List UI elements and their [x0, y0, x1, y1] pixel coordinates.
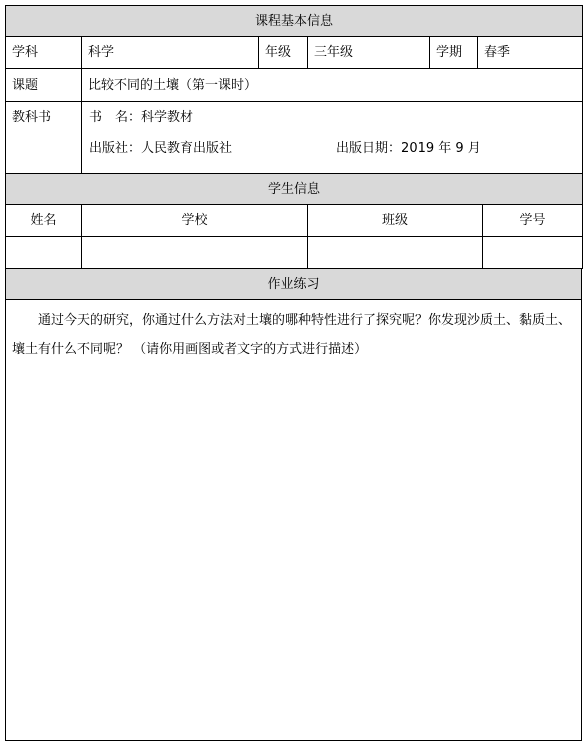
book-name-line	[82, 102, 582, 133]
topic-value: 比较不同的土壤（第一课时）	[82, 69, 583, 102]
homework-table	[5, 268, 582, 741]
col-header-class: 班级	[308, 205, 483, 237]
publisher-value: 人民教育出版社	[141, 141, 233, 156]
homework-question: 通过今天的研究，你通过什么方法对土壤的哪种特性进行了探究呢？你发现沙质土、黏质土、壤土有什么不同呢？ （请你用画图或者文字的方式进行描述）	[12, 313, 572, 357]
student-info-header: 学生信息	[6, 174, 583, 205]
book-name-label: 书 名：	[89, 110, 142, 125]
topic-label: 课题	[6, 69, 82, 102]
publisher-label: 出版社：	[89, 141, 142, 156]
student-school-field[interactable]	[82, 237, 308, 269]
homework-answer-area[interactable]	[6, 300, 582, 741]
pub-date-value: 2019 年 9 月	[401, 141, 481, 156]
term-value: 春季	[478, 37, 583, 69]
col-header-name: 姓名	[6, 205, 82, 237]
subject-label: 学科	[6, 37, 82, 69]
col-header-student-id: 学号	[483, 205, 583, 237]
book-name-value: 科学教材	[141, 110, 194, 125]
grade-label: 年级	[259, 37, 308, 69]
course-info-sheet	[5, 5, 582, 728]
course-info-header: 课程基本信息	[6, 6, 583, 37]
student-class-field[interactable]	[308, 237, 483, 269]
homework-header: 作业练习	[6, 269, 582, 300]
col-header-school: 学校	[82, 205, 308, 237]
form-table	[5, 5, 583, 205]
term-label: 学期	[430, 37, 478, 69]
student-id-field[interactable]	[483, 237, 583, 269]
textbook-details	[82, 102, 583, 174]
subject-value: 科学	[82, 37, 259, 69]
student-table	[5, 204, 583, 269]
grade-value: 三年级	[308, 37, 430, 69]
pub-date-label: 出版日期：	[336, 141, 402, 156]
publisher-line	[82, 133, 582, 164]
student-name-field[interactable]	[6, 237, 82, 269]
textbook-label: 教科书	[6, 102, 82, 174]
